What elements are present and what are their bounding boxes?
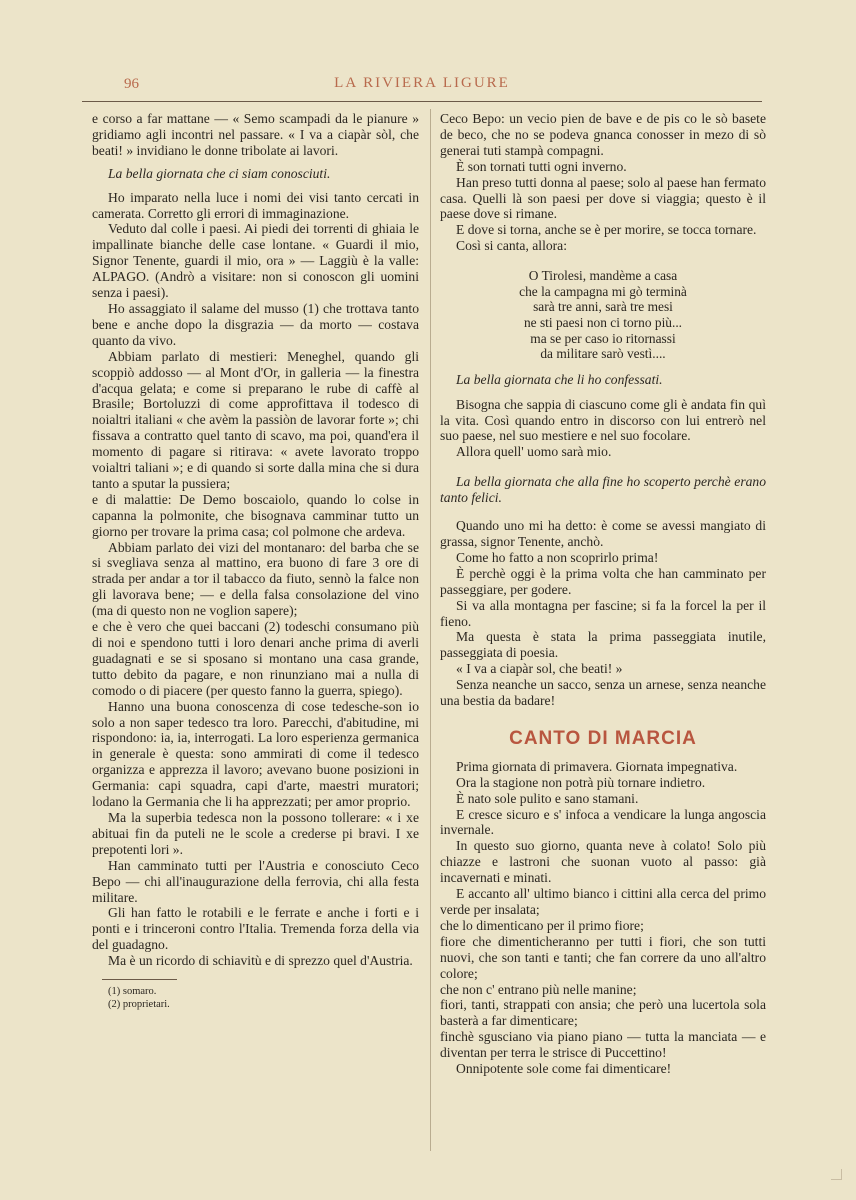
- paragraph: È perchè oggi è la prima volta che han camminato per passeggiare, per godere.: [440, 565, 766, 597]
- page-number: 96: [124, 76, 139, 92]
- paragraph: Abbiam parlato di mestieri: Meneghel, quando gli scoppiò addosso — al Mont d'Or, in galleria — la finestra d'acqua gelata; e come si preparano le rube di caffè al Brasile; Bortoluzzi di come approfittava il todesco di noialtri italiani « che avèm la passiòn de lavorar forte »; chi fissava a contratto quel tanto di scavo, ma poi, quand'era il momento di pagare si ritirava: « avete lavorato troppo voialtri taliani »; e di quando si sorte dalla mina che si dura tanto a sputar la pussiera;: [92, 348, 419, 491]
- section-title: CANTO DI MARCIA: [509, 727, 697, 749]
- verse-line: O Tirolesi, mandème a casa: [528, 268, 678, 284]
- paragraph: e che è vero che quei baccani (2) todeschi consumano più di noi e spendono tutti i loro denari anche prima di averli guadagnati e se si sposano si montano una casa grande, tutto debito da pagare, e non rinunziano mai a nulla di comodo o di piacere (per questo fanno la guerra, spiego).: [92, 619, 419, 698]
- paragraph: Han preso tutti donna al paese; solo al paese han fermato casa. Quelli là son paesi per dove si viaggia; questo è il paese dove si rimane.: [440, 174, 766, 222]
- subheading: La bella giornata che alla fine ho scoperto perchè erano tanto felici.: [440, 474, 766, 506]
- paragraph: E accanto all' ultimo bianco i cittini alla cerca del primo verde per insalata;: [440, 886, 766, 917]
- paragraph: Così si canta, allora:: [456, 238, 567, 254]
- paragraph: fiore che dimenticheranno per tutti i fiori, che son tutti nuovi, che son tanti e tanti; che fan correre da uno all'altro colore;: [440, 933, 766, 981]
- footnote-rule: [102, 979, 177, 980]
- paragraph: Gli han fatto le rotabili e le ferrate e anche i forti e i ponti e i trinceroni contro l'Italia. Tremenda forza della via del guadagno.: [92, 905, 419, 953]
- page-header: [82, 74, 762, 98]
- paragraph: « I va a ciapàr sol, che beati! »: [456, 661, 623, 677]
- left-column: [92, 111, 419, 1011]
- page-corner-mark: [831, 1169, 842, 1180]
- paragraph: Ora la stagione non potrà più tornare indietro.: [456, 774, 706, 790]
- subheading: La bella giornata che ci siam conosciuti.: [108, 165, 331, 181]
- song-verse: [440, 268, 766, 362]
- paragraph: E dove si torna, anche se è per morire, se tocca tornare.: [456, 222, 757, 238]
- paragraph: e corso a far mattane — « Semo scampadi da le pianure » gridiamo agli incontri nel passare. « I va a ciapàr sòl, che beati! » invidiano le donne tribolate ai lavori.: [92, 111, 419, 158]
- paragraph: Han camminato tutti per l'Austria e conosciuto Ceco Bepo — chi all'inaugurazione della ferrovia, chi alla festa militare.: [92, 857, 419, 905]
- column-divider: [430, 109, 431, 1151]
- paragraph: Onnipotente sole come fai dimenticare!: [456, 1061, 672, 1077]
- paragraph: In questo suo giorno, quanta neve à colato! Solo più chiazze e lastroni che suonan vuoto al passo: già incavernati e minati.: [440, 838, 766, 886]
- verse-line: ma se per caso io ritornassi: [530, 330, 676, 346]
- running-title: LA RIVIERA LIGURE: [334, 75, 510, 91]
- paragraph: Ho assaggiato il salame del musso (1) che trottava tanto bene e anche dopo la disgrazia — da morto — costava quanto da vivo.: [92, 300, 419, 348]
- paragraph: Quando uno mi ha detto: è come se avessi mangiato di grassa, signor Tenente, anchò.: [440, 518, 766, 549]
- paragraph: che lo dimenticano per il primo fiore;: [440, 917, 644, 933]
- verse-line: da militare sarò vestì....: [540, 346, 666, 362]
- verse-line: ne sti paesi non ci torno più...: [523, 314, 683, 330]
- subheading: La bella giornata che li ho confessati.: [456, 371, 663, 387]
- verse-line: che la campagna mi gò terminà: [519, 283, 687, 299]
- paragraph: È nato sole pulito e sano stamani.: [456, 790, 639, 806]
- paragraph: E cresce sicuro e s' infoca a vendicare la lunga angoscia invernale.: [440, 806, 766, 838]
- paragraph: Allora quell' uomo sarà mio.: [456, 444, 612, 460]
- paragraph: Ma la superbia tedesca non la possono tollerare: « i xe abituai fin da puteli ne le scole a crederse pi bravi. I xe prepotenti lori ».: [92, 809, 419, 857]
- paragraph: fiori, tanti, strappati con ansia; che però una lucertola sola basterà a far dimenticare;: [440, 997, 766, 1029]
- paragraph: Senza neanche un sacco, senza un arnese, senza neanche una bestia da badare!: [440, 677, 766, 709]
- verse-line: sarà tre anni, sarà tre mesi: [533, 299, 673, 315]
- paragraph: È son tornati tutti ogni inverno.: [456, 158, 627, 174]
- footnote: (2) proprietari.: [108, 998, 170, 1010]
- paragraph: Veduto dal colle i paesi. Ai piedi dei torrenti di ghiaia le impallinate bianche delle case lontane. « Guardi il mio, Signor Tenente, guardi il mio, ora » — Laggiù è la valle: ALPAGO. (Andrò a visitare: non si conoscon gli uomini senza i paesi).: [92, 221, 419, 301]
- paragraph: che non c' entrano più nelle manine;: [440, 981, 637, 997]
- paragraph: Si va alla montagna per fascine; si fa la forcel la per il fieno.: [440, 597, 766, 629]
- paragraph: Come ho fatto a non scoprirlo prima!: [456, 549, 659, 565]
- paragraph: finchè sgusciano via piano piano — tutta la manciata — e diventan per terra le strisce di Puccettino!: [440, 1029, 766, 1061]
- paragraph: Bisogna che sappia di ciascuno come gli è andata fin quì la vita. Così quando entro in discorso con lui entrerò nel suo paese, nel suo mestiere e nel suo focolare.: [440, 396, 766, 444]
- header-rule: [82, 101, 762, 102]
- paragraph: Prima giornata di primavera. Giornata impegnativa.: [456, 758, 738, 774]
- footnote: (1) somaro.: [108, 986, 157, 998]
- paragraph: e di malattie: De Demo boscaiolo, quando lo colse in capanna la polmonite, che bisognava camminar tutto un giorno per trovare la prima casa; col polmone che ardeva.: [92, 491, 419, 539]
- paragraph: Abbiam parlato dei vizi del montanaro: del barba che se si svegliava senza al mattino, era buono di fare 3 ore di strada per andar a tor il tabacco da fiuto, sennò la falce non gli lavorava bene; — e della falsa consolazione del vino (ma di questo non ne voglion sapere);: [92, 539, 419, 619]
- right-column: [440, 111, 766, 1077]
- paragraph: Ma è un ricordo di schiavitù e di sprezzo quel d'Austria.: [108, 953, 413, 969]
- paragraph: Ma questa è stata la prima passeggiata inutile, passeggiata di poesia.: [440, 629, 766, 661]
- paragraph: Ceco Bepo: un vecio pien de bave e de pis co le sò basete de beco, che no se podeva gnanca conosser in mezo di sò generai tuti stampà compagni.: [440, 111, 766, 158]
- paragraph: Hanno una buona conoscenza di cose tedesche-son io solo a non saper tedesco tra loro. Parecchi, d'abitudine, mi rispondono: ia, ia, interrogati. La loro esperienza germanica in generale è questa: sono ammirati di come il tedesco organizza e apprezza il lavoro; avevano buone posizioni in Germania: capi squadra, capi d'arte, maestri muratori; lodano la Germania che li ha apprezzati; per amor proprio.: [92, 698, 419, 810]
- paragraph: Ho imparato nella luce i nomi dei visi tanto cercati in camerata. Corretto gli errori di immaginazione.: [92, 189, 419, 221]
